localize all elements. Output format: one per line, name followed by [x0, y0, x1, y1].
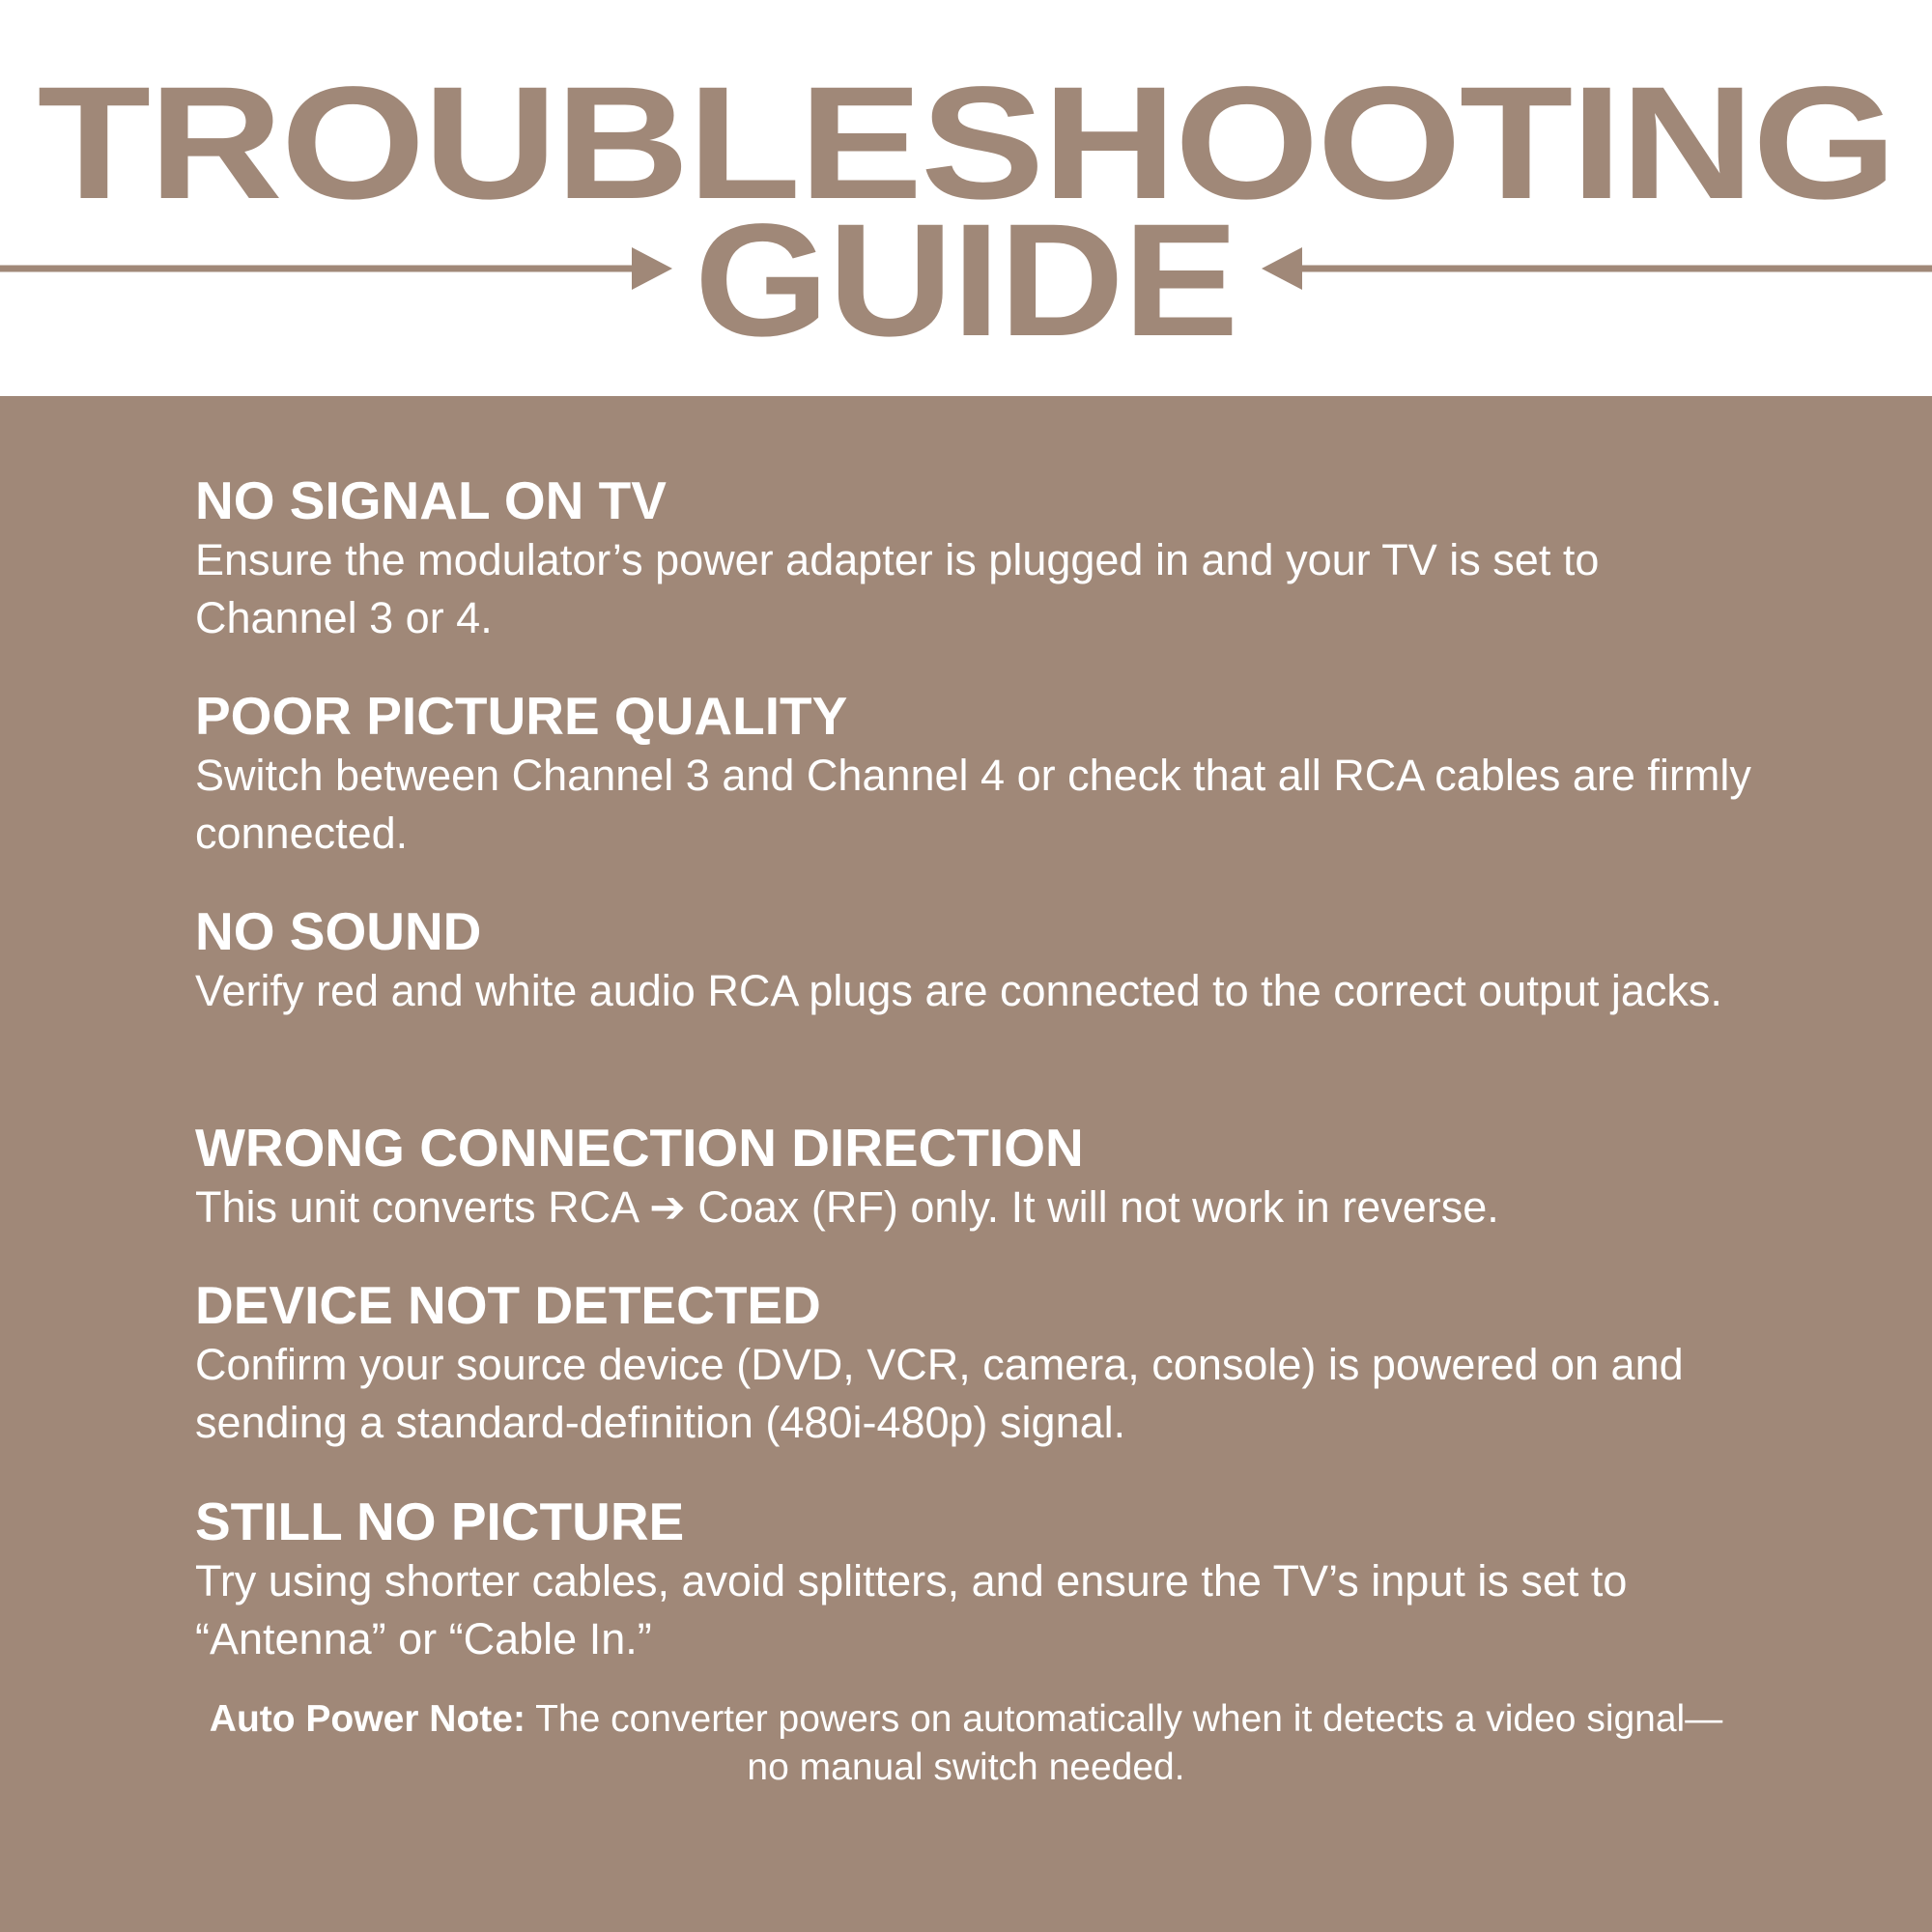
item-heading: WRONG CONNECTION DIRECTION [195, 1118, 1084, 1178]
arrow-left-icon [1262, 247, 1932, 290]
list-item [195, 1491, 1760, 1668]
item-heading: DEVICE NOT DETECTED [195, 1275, 821, 1335]
item-heading: NO SOUND [195, 901, 482, 961]
page-title-line-1: TROUBLESHOOTING [37, 54, 1895, 233]
list-item [195, 1274, 1760, 1452]
item-body: Switch between Channel 3 and Channel 4 or check that all RCA cables are firmly connected. [195, 751, 1751, 858]
item-body: Try using shorter cables, avoid splitters, and ensure the TV’s input is set to “Antenna” or “Cable In.” [195, 1556, 1628, 1663]
item-heading: STILL NO PICTURE [195, 1492, 685, 1551]
item-body: Ensure the modulator’s power adapter is plugged in and your TV is set to Channel 3 or 4. [195, 535, 1600, 642]
page-title-line-2: GUIDE [694, 191, 1238, 370]
list-item [195, 1117, 1760, 1236]
list-item [195, 900, 1760, 1020]
item-body: Confirm your source device (DVD, VCR, camera, console) is powered on and sending a standard-definition (480i-480p) signal. [195, 1340, 1684, 1447]
item-heading: POOR PICTURE QUALITY [195, 686, 848, 746]
list-item [195, 469, 1760, 647]
note-label: Auto Power Note: [209, 1698, 526, 1740]
list-item [195, 685, 1760, 863]
item-body: This unit converts RCA ➔ Coax (RF) only. It will not work in reverse. [195, 1182, 1499, 1232]
note-text: The converter powers on automatically when it detects a video signal—no manual switch needed. [525, 1698, 1723, 1788]
auto-power-note [193, 1695, 1739, 1792]
troubleshooting-panel [0, 396, 1932, 1932]
item-body: Verify red and white audio RCA plugs are connected to the correct output jacks. [195, 966, 1722, 1015]
header [0, 0, 1932, 396]
item-heading: NO SIGNAL ON TV [195, 470, 667, 530]
